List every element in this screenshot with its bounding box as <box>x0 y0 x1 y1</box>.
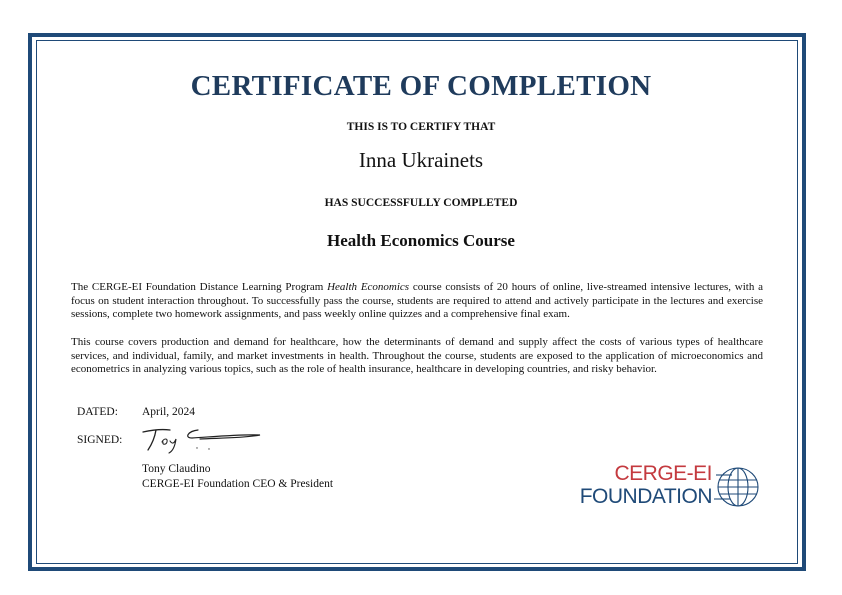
course-description-paragraph <box>71 281 763 322</box>
globe-icon <box>714 464 762 510</box>
dated-value: April, 2024 <box>142 406 196 418</box>
certificate-title: CERTIFICATE OF COMPLETION <box>190 70 652 102</box>
completed-statement: HAS SUCCESSFULLY COMPLETED <box>324 197 518 209</box>
signed-label: SIGNED: <box>77 434 123 446</box>
dated-label: DATED: <box>77 406 118 418</box>
logo-text-line1: CERGE-EI <box>614 462 712 485</box>
paragraph-text-before: The CERGE-EI Foundation Distance Learning Program <box>71 281 328 293</box>
certify-statement: THIS IS TO CERTIFY THAT <box>346 121 496 133</box>
course-topics-paragraph: This course covers production and demand for healthcare, how the determinants of demand and supply affect the costs of various types of healthcare services, and individual, family, and market investments in health. Throughout the course, students are exposed to the application of microeconomics and econometrics in analyzing various topics, such as the role of health insurance, healthcare in developing countries, and risky behavior. <box>71 336 763 376</box>
signer-title: CERGE-EI Foundation CEO & President <box>142 478 334 490</box>
cerge-ei-foundation-logo <box>578 462 768 514</box>
paragraph-text-after: course consists of 20 hours of online, live-streamed intensive lectures, with a focus on student interaction throughout. To successfully pass the course, students are required to attend and actively participate in the lectures and exercise sessions, complete two homework assignments, and pass weekly online quizzes and a comprehensive final exam. <box>71 281 764 321</box>
logo-text-line2: FOUNDATION <box>579 485 712 508</box>
course-name: Health Economics Course <box>327 231 515 250</box>
recipient-name: Inna Ukrainets <box>358 148 484 172</box>
signer-name: Tony Claudino <box>142 463 211 475</box>
handwritten-signature <box>140 424 265 454</box>
program-name-italic: Health Economics <box>327 281 410 293</box>
